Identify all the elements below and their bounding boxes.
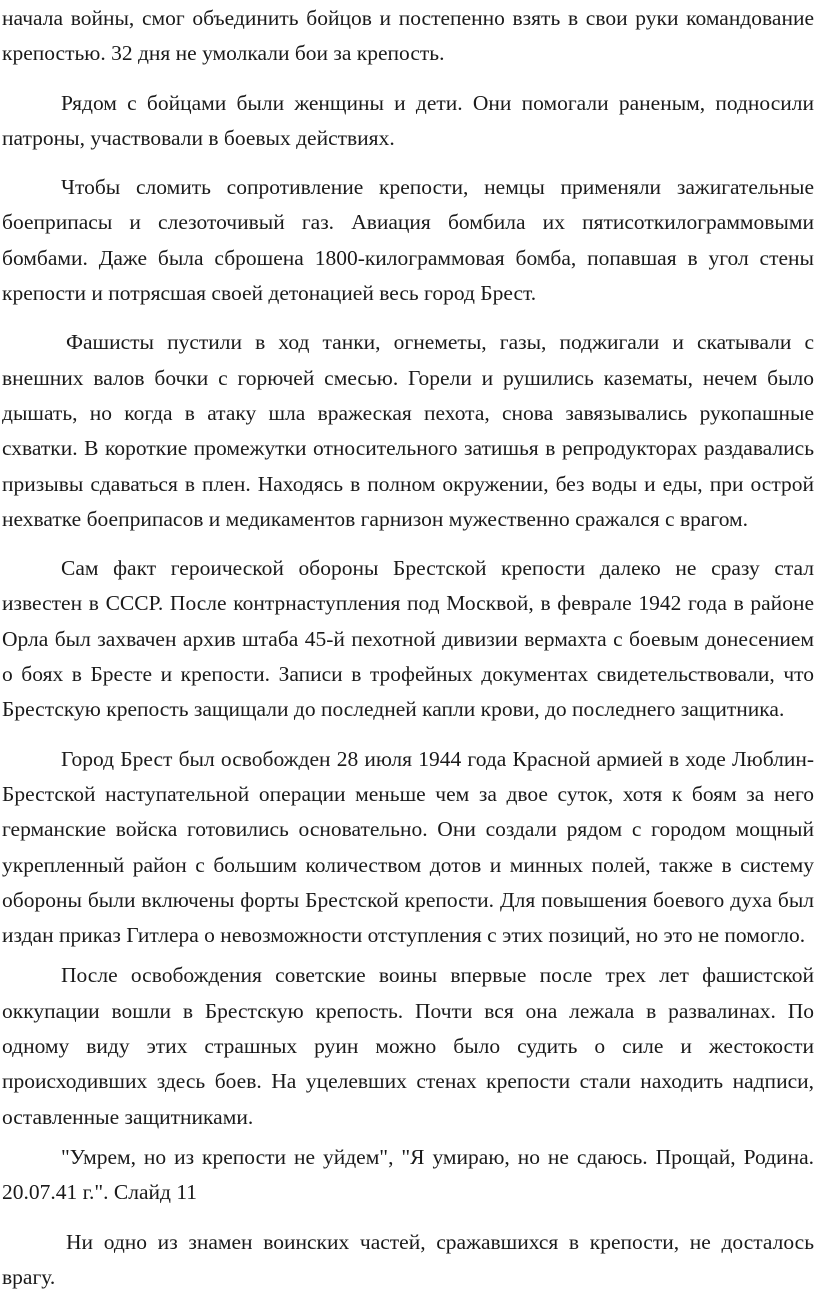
paragraph-heroic-defense: Сам факт героической обороны Брестской крепости далеко не сразу стал известен в СССР. После контрнаступления под Москвой, в феврале 1942 года в районе Орла был захвачен архив штаба 45-й пехотной дивизии вермахта с боевым донесением о боях в Бресте и крепости. Записи в трофейных документах свидетельствовали, что Брестскую крепость защищали до последней капли крови, до последнего защитника. bbox=[2, 556, 814, 722]
paragraph-liberation: Город Брест был освобожден 28 июля 1944 года Красной армией в ходе Люблин-Брестской наступательной операции меньше чем за двое суток, хотя к боям за него германские войска готовились основательно. Они создали рядом с городом мощный укрепленный район с большим количеством дотов и минных полей, также в систему обороны были включены форты Брестской крепости. Для повышения боевого духа был издан приказ Гитлера о невозможности отступления с этих позиций, но это не помогло. bbox=[2, 746, 814, 948]
paragraph-fascists: Фашисты пустили в ход танки, огнеметы, газы, поджигали и скатывали с внешних валов бочки с горючей смесью. Горели и рушились казематы, нечем было дышать, но когда в атаку шла вражеская пехота, снова завязывались рукопашные схватки. В короткие промежутки относительного затишья в репродукторах раздавались призывы сдаваться в плен. Находясь в полном окружении, без воды и еды, при острой нехватке боеприпасов и медикаментов гарнизон мужественно сражался с врагом. bbox=[2, 330, 814, 531]
paragraph-weapons: Чтобы сломить сопротивление крепости, немцы применяли зажигательные боеприпасы и слезоточивый газ. Авиация бомбила их пятисоткилограммовыми бомбами. Даже была сброшена 1800-килограммовая бомба, попавшая в угол стены крепости и потрясшая своей детонацией весь город Брест. bbox=[2, 175, 814, 306]
paragraph-women-children: Рядом с бойцами были женщины и дети. Они помогали раненым, подносили патроны, участвовали в боевых действиях. bbox=[2, 90, 814, 150]
paragraph-banners: Ни одно из знамен воинских частей, сражавшихся в крепости, не досталось врагу. bbox=[2, 1229, 814, 1289]
paragraph-war-start: начала войны, смог объединить бойцов и постепенно взять в свои руки командование крепостью. 32 дня не умолкали бои за крепость. bbox=[2, 6, 814, 66]
paragraph-inscriptions: "Умрем, но из крепости не уйдем", "Я умираю, но не сдаюсь. Прощай, Родина. 20.07.41 г.". Слайд 11 bbox=[2, 1144, 814, 1205]
paragraph-after-liberation: После освобождения советские воины впервые после трех лет фашистской оккупации вошли в Брестскую крепость. Почти вся она лежала в развалинах. По одному виду этих страшных руин можно было судить о силе и жестокости происходивших здесь боев. На уцелевших стенах крепости стали находить надписи, оставленные защитниками. bbox=[2, 963, 814, 1129]
